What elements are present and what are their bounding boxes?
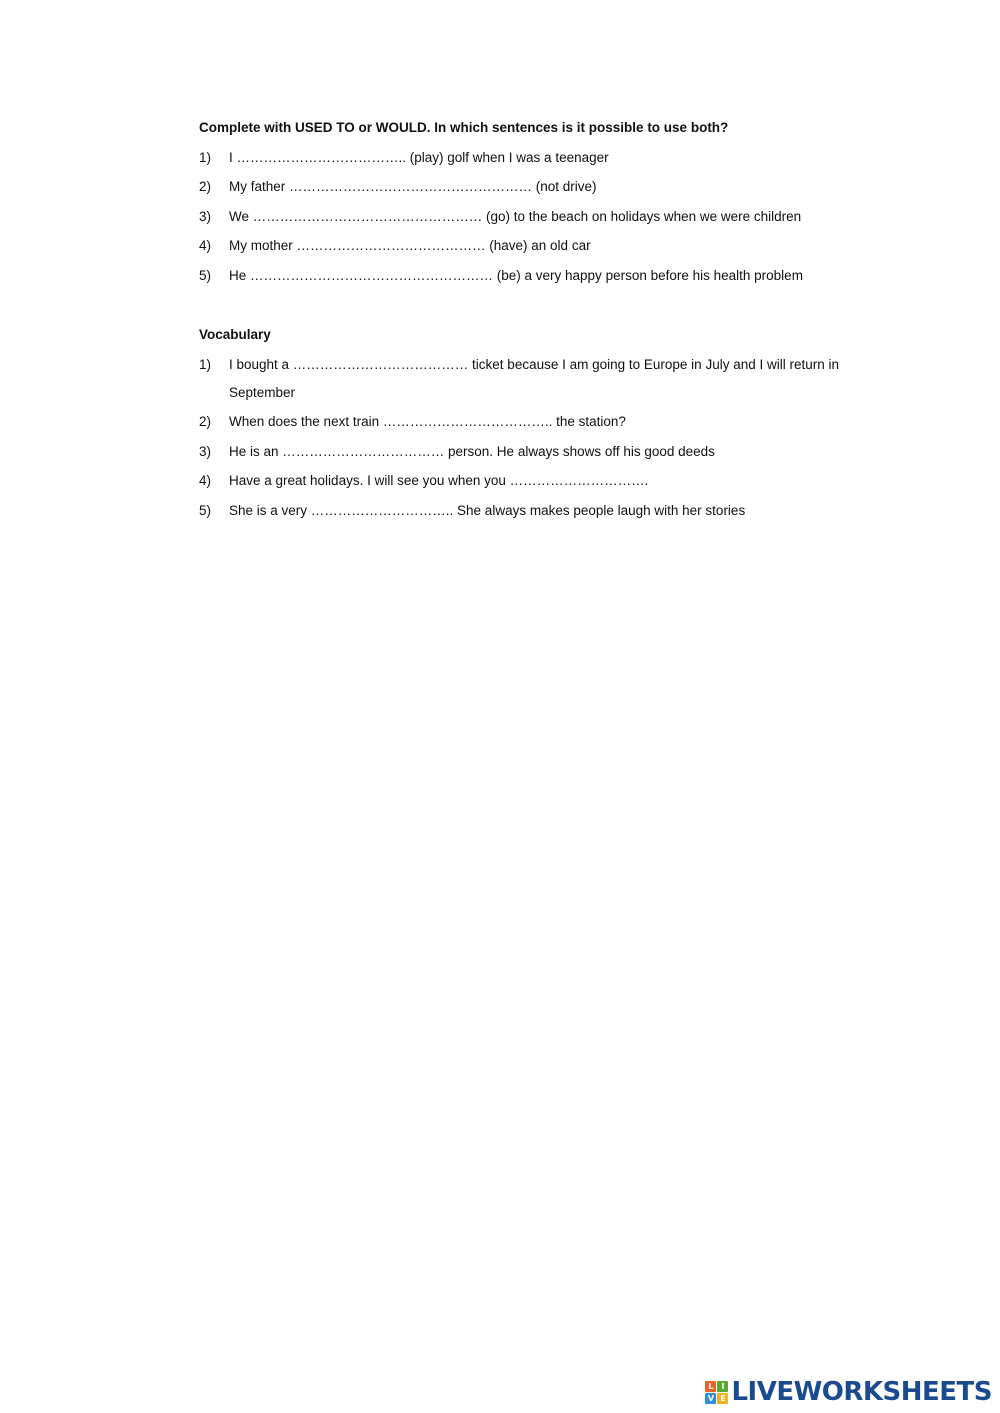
item-number: 3) bbox=[199, 443, 212, 459]
item-number: 1) bbox=[199, 356, 212, 372]
item-text: I bought a ………………………………… ticket because I am going to Europe in July and I will return in September bbox=[229, 356, 839, 400]
item-text: We …………………………………………… (go) to the beach on holidays when we were children bbox=[229, 208, 802, 224]
section-heading: Complete with USED TO or WOULD. In which sentences is it possible to use both? bbox=[199, 120, 729, 135]
item-number: 3) bbox=[199, 208, 212, 224]
list-item bbox=[199, 177, 839, 197]
item-text: When does the next train ……………………………….. the station? bbox=[229, 414, 626, 429]
list-item bbox=[199, 501, 839, 521]
logo-cell-v: V bbox=[705, 1393, 716, 1404]
item-number: 4) bbox=[199, 238, 212, 253]
item-number: 5) bbox=[199, 502, 212, 518]
item-text: She is a very ………………………….. She always makes people laugh with her stories bbox=[229, 502, 746, 518]
logo-cell-l: L bbox=[705, 1381, 716, 1392]
item-text: My mother …………………………………… (have) an old car bbox=[229, 238, 591, 253]
item-number: 2) bbox=[199, 414, 212, 429]
item-text: I ……………………………….. (play) golf when I was a teenager bbox=[229, 149, 609, 165]
vocabulary-section bbox=[199, 325, 839, 530]
logo-cell-i: I bbox=[717, 1381, 728, 1392]
item-number: 5) bbox=[199, 267, 212, 283]
item-text: He is an ……………………………… person. He always shows off his good deeds bbox=[229, 443, 715, 459]
item-number: 2) bbox=[199, 179, 212, 194]
item-number: 4) bbox=[199, 473, 212, 488]
used-to-would-section bbox=[199, 118, 839, 295]
list-item bbox=[199, 442, 839, 462]
list-item bbox=[199, 355, 839, 407]
logo-mark-icon bbox=[705, 1381, 728, 1404]
list-item bbox=[199, 148, 839, 168]
item-text: Have a great holidays. I will see you when you …………………………. bbox=[229, 473, 649, 488]
list-item bbox=[199, 471, 839, 491]
logo-text: LIVEWORKSHEETS bbox=[731, 1377, 992, 1407]
item-number: 1) bbox=[199, 149, 212, 165]
section-heading: Vocabulary bbox=[199, 327, 271, 342]
liveworksheets-logo bbox=[705, 1378, 992, 1406]
logo-cell-e: E bbox=[717, 1393, 728, 1404]
list-item bbox=[199, 207, 839, 227]
item-text: My father ……………………………………………… (not drive) bbox=[229, 179, 597, 194]
list-item bbox=[199, 236, 839, 256]
item-text: He ……………………………………………… (be) a very happy person before his health problem bbox=[229, 267, 803, 283]
list-item bbox=[199, 412, 839, 432]
list-item bbox=[199, 266, 839, 286]
